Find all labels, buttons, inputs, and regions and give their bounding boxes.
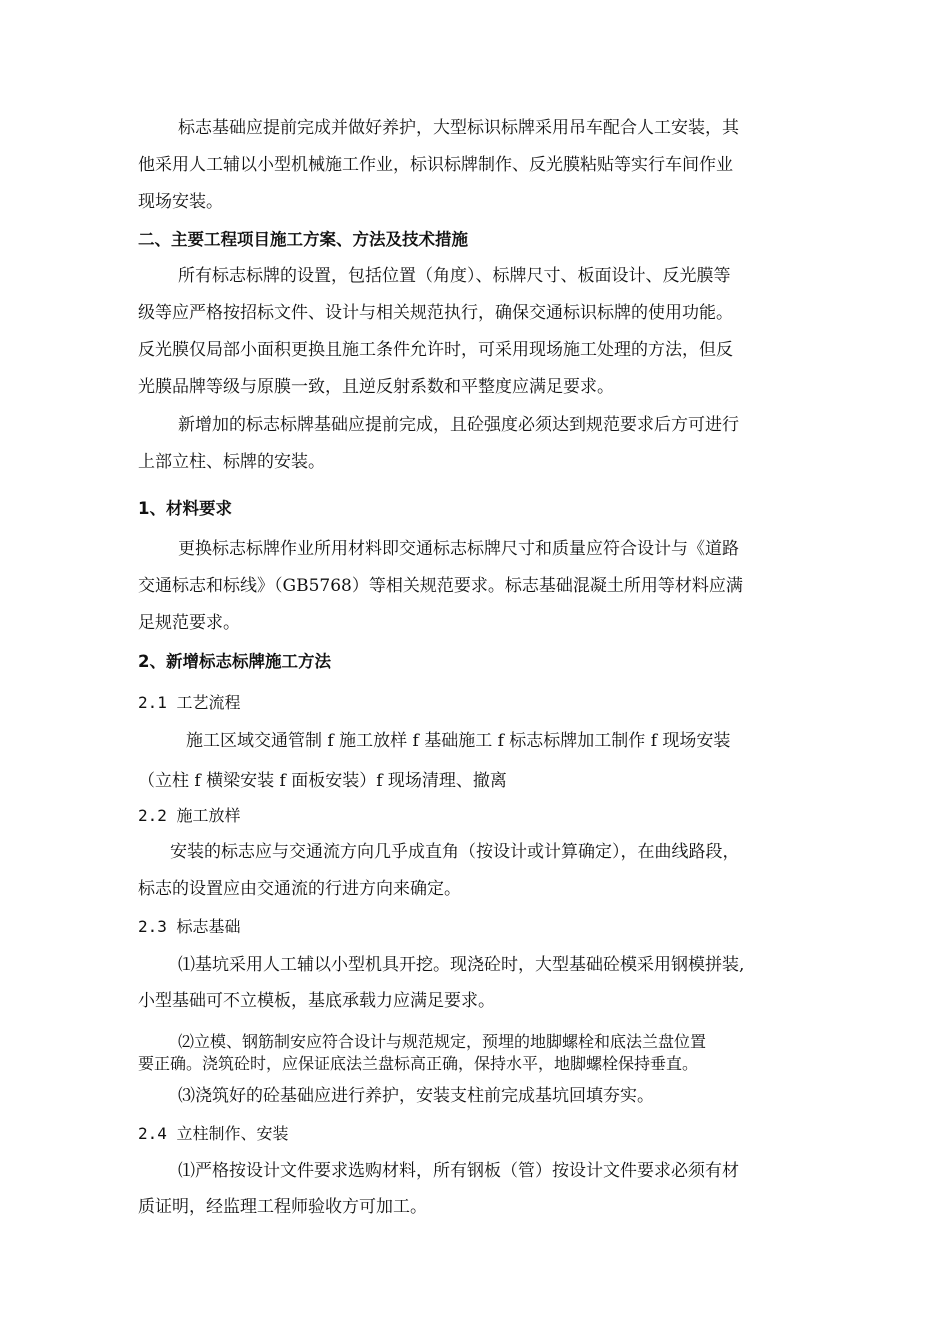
paragraph-line: 要正确。浇筑砼时，应保证底法兰盘标高正确，保持水平，地脚螺栓保持垂直。 [138,1054,699,1073]
paragraph-line: 现场安装。 [138,192,223,212]
paragraph-line: 质证明，经监理工程师验收方可加工。 [138,1197,427,1217]
paragraph-line: ⑴严格按设计文件要求选购材料，所有钢板（管）按设计文件要求必须有材 [178,1161,739,1181]
paragraph-line: 安装的标志应与交通流方向几乎成直角（按设计或计算确定），在曲线路段， [170,842,740,862]
paragraph-line: 小型基础可不立模板，基底承载力应满足要求。 [138,991,495,1011]
sub-heading: 2.2 施工放样 [138,806,241,825]
paragraph-line: ⑵立模、钢筋制安应符合设计与规范规定，预埋的地脚螺栓和底法兰盘位置 [178,1032,707,1051]
section-heading: 二、主要工程项目施工方案、方法及技术措施 [138,230,468,249]
paragraph-line: 足规范要求。 [138,613,240,633]
sub-heading: 2.3 标志基础 [138,917,241,936]
paragraph-line: ⑶浇筑好的砼基础应进行养护，安装支柱前完成基坑回填夯实。 [178,1086,654,1106]
paragraph-line: 标志基础应提前完成并做好养护，大型标识标牌采用吊车配合人工安装，其 [178,118,739,138]
paragraph-line: 所有标志标牌的设置，包括位置（角度）、标牌尺寸、板面设计、反光膜等 [178,266,731,286]
paragraph-line: 反光膜仅局部小面积更换且施工条件允许时，可采用现场施工处理的方法，但反 [138,340,733,360]
paragraph-line: 光膜品牌等级与原膜一致，且逆反射系数和平整度应满足要求。 [138,377,614,397]
subsection-heading: 1、材料要求 [138,499,232,518]
subsection-heading: 2、新增标志标牌施工方法 [138,652,331,671]
paragraph-line: 更换标志标牌作业所用材料即交通标志标牌尺寸和质量应符合设计与《道路 [178,539,739,559]
paragraph-line: （立柱 f 横梁安装 f 面板安装）f 现场清理、撤离 [138,771,507,791]
paragraph-line: 上部立柱、标牌的安装。 [138,452,325,472]
sub-heading: 2.4 立柱制作、安装 [138,1124,289,1143]
sub-heading: 2.1 工艺流程 [138,693,241,712]
paragraph-line: 他采用人工辅以小型机械施工作业，标识标牌制作、反光膜粘贴等实行车间作业 [138,155,733,175]
paragraph-line: 标志的设置应由交通流的行进方向来确定。 [138,879,461,899]
paragraph-line: 级等应严格按招标文件、设计与相关规范执行，确保交通标识标牌的使用功能。 [138,303,733,323]
paragraph-line: ⑴基坑采用人工辅以小型机具开挖。现浇砼时，大型基础砼模采用钢模拼装, [178,955,745,975]
paragraph-line: 新增加的标志标牌基础应提前完成，且砼强度必须达到规范要求后方可进行 [178,415,739,435]
paragraph-line: 交通标志和标线》（GB5768）等相关规范要求。标志基础混凝土所用等材料应满 [138,576,743,596]
paragraph-line: 施工区域交通管制 f 施工放样 f 基础施工 f 标志标牌加工制作 f 现场安装 [186,731,731,751]
